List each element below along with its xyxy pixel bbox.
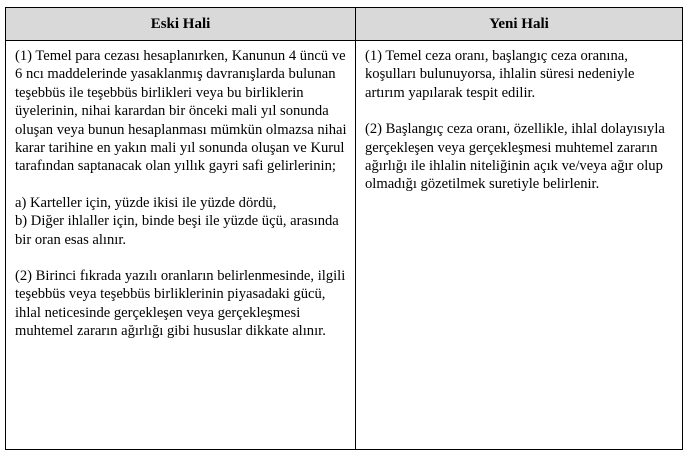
header-new-version: Yeni Hali xyxy=(356,8,683,41)
comparison-table xyxy=(5,7,683,450)
header-row xyxy=(6,8,683,41)
old-paragraph-1: (1) Temel para cezası hesaplanırken, Kanunun 4 üncü ve 6 ncı maddelerinde yasaklanmış davranışlarda bulunan teşebbüs ile teşebbüs birlikleri veya bu birliklerin üyelerinin, nihai karardan bir önceki mali yıl sonunda oluşan veya bunun hesaplanması mümkün olmazsa nihai karar tarihine en yakın mali yıl sonunda oluşan ve Kurul tarafından saptanacak olan yıllık gayri safi gelirlerinin; xyxy=(15,48,347,175)
old-item-b: b) Diğer ihlaller için, binde beşi ile yüzde üçü, arasında bir oran esas alınır. xyxy=(15,213,339,248)
old-item-a: a) Karteller için, yüzde ikisi ile yüzde dördü, xyxy=(15,194,277,211)
new-version-cell xyxy=(356,41,683,450)
content-row xyxy=(6,41,683,450)
old-paragraph-2: (2) Birinci fıkrada yazılı oranların belirlenmesinde, ilgili teşebbüs veya teşebbüs birliklerinin piyasadaki gücü, ihlal neticesinde gerçekleşen veya gerçekleşmesi muhtemel zararın ağırlığı gibi hususlar dikkate alınır. xyxy=(15,268,346,340)
old-version-cell xyxy=(6,41,356,450)
new-paragraph-1: (1) Temel ceza oranı, başlangıç ceza oranına, koşulları bulunuyorsa, ihlalin süresi nedeniyle artırım yapılarak tespit edilir. xyxy=(365,48,635,101)
new-paragraph-2: (2) Başlangıç ceza oranı, özellikle, ihlal dolayısıyla gerçekleşen veya gerçekleşmesi muhtemel zararın ağırlığı ile ihlalin niteliğinin açık ve/veya ağır olup olmadığı gözetilmek suretiyle belirlenir. xyxy=(365,121,665,193)
header-old-version: Eski Hali xyxy=(6,8,356,41)
